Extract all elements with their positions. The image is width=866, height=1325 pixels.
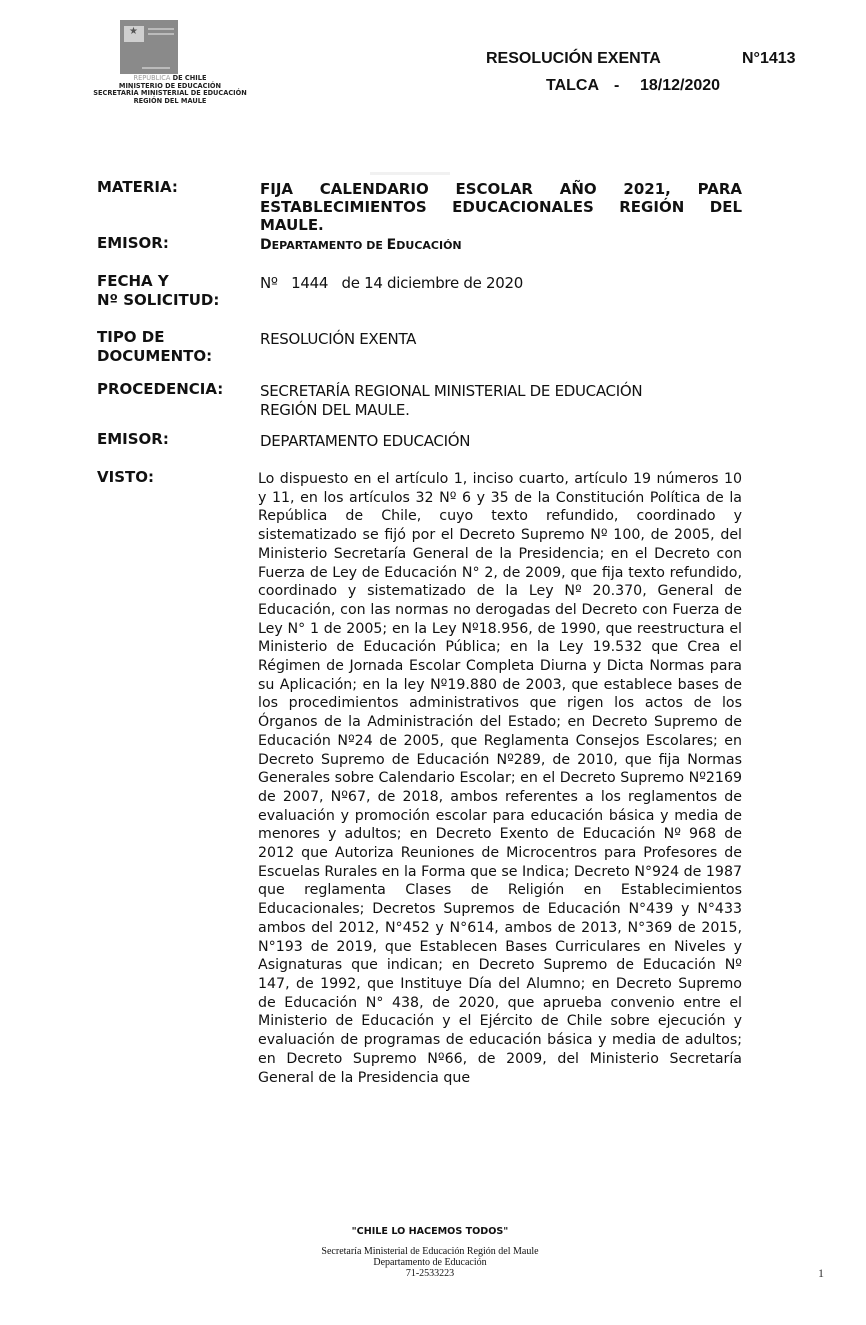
resolution-date: 18/12/2020 <box>640 77 721 94</box>
resolution-number: N°1413 <box>742 50 796 67</box>
tipo-value: RESOLUCIÓN EXENTA <box>260 330 417 348</box>
materia-value: FIJA CALENDARIO ESCOLAR AÑO 2021, PARA ESTABLECIMIENTOS EDUCACIONALES REGIÓN DEL MAULE. <box>260 180 742 234</box>
footer-phone: 71-2533223 <box>405 1268 455 1279</box>
visto-label: VISTO: <box>97 468 154 486</box>
header-separator: - <box>614 77 620 94</box>
visto-body: Lo dispuesto en el artículo 1, inciso cuarto, artículo 19 números 10 y 11, en los artículos 32 Nº 6 y 35 de la Constitución Política de la República de Chile, cuyo texto refundido, coordinado y sistematizado se fijó por el Decreto Supremo Nº 100, de 2005, del Ministerio Secretaría General de la Presidencia; en el Decreto con Fuerza de Ley de Educación N° 2, de 2009, que fija texto refundido, coordinado y sistematizado de la Ley Nº 20.370, General de Educación, con las normas no derogadas del Decreto con Fuerza de Ley N° 1 de 2005; en la Ley Nº18.956, de 1990, que reestructura el Ministerio de Educación Pública; en la Ley 19.532 que Crea el Régimen de Jornada Escolar Completa Diurna y Dicta Normas para su Aplicación; en la ley Nº19.880 de 2003, que establece bases de los procedimientos administrativos que rigen los actos de los Órganos de la Administración del Estado; en Decreto Supremo de Educación Nº24 de 2005, que Reglamenta Consejos Escolares; en Decreto Supremo de Educación Nº289, de 2010, que fija Normas Generales sobre Calendario Escolar; en el Decreto Supremo Nº2169 de 2007, Nº67, de 2018, ambos referentes a los reglamentos de evaluación y promoción escolar para educación básica y media de menores y adultos; en Decreto Exento de Educación Nº 968 de 2012 que Autoriza Reuniones de Microcentros para Profesores de Escuelas Rurales en la Forma que se Indica; Decreto N°924 de 1987 que reglamenta Clases de Religión en Establecimientos Educacionales; Decretos Supremos de Educación N°439 y N°433 ambos del 2012, N°452 y N°614, ambos de 2013, N°369 de 2015, N°193 de 2019, que Establecen Bases Curriculares en Niveles y Asignaturas que indican; en Decreto Supremo de Educación Nº 147, de 1992, que Instituye Día del Alumno; en Decreto Supremo de Educación N° 438, de 2020, que aprueba convenio entre el Ministerio de Educación y el Ejército de Chile sobre ejecución y evaluación de programas de educación básica y media de adultos; en Decreto Supremo Nº66, de 2009, del Ministerio Secretaría General de la Presidencia que <box>258 471 742 1086</box>
resolution-city: TALCA <box>546 77 600 94</box>
logo-line: REGIÓN DEL MAULE <box>133 96 207 105</box>
emisor-value: DEPARTAMENTO DE EDUCACIÓN <box>260 237 462 253</box>
procedencia-value: SECRETARÍA REGIONAL MINISTERIAL DE EDUCACIÓN REGIÓN DEL MAULE. <box>260 382 643 419</box>
fecha-value: Nº 1444 de 14 diciembre de 2020 <box>260 274 523 292</box>
logo-line: SECRETARÍA MINISTERIAL DE EDUCACIÓN <box>93 89 247 98</box>
procedencia-label: PROCEDENCIA: <box>97 380 224 398</box>
emisor-value-2: DEPARTAMENTO EDUCACIÓN <box>260 432 471 450</box>
emisor-label: EMISOR: <box>97 234 169 252</box>
resolution-title: RESOLUCIÓN EXENTA <box>486 50 661 67</box>
logo-line: REPÚBLICA DE CHILE <box>133 74 207 82</box>
footer-motto: "CHILE LO HACEMOS TODOS" <box>351 1226 509 1237</box>
scan-artifact <box>370 172 450 175</box>
page-number: 1 <box>818 1266 824 1280</box>
emisor-label-2: EMISOR: <box>97 430 169 448</box>
materia-label: MATERIA: <box>97 178 178 196</box>
page-footer <box>280 1226 580 1279</box>
fecha-label: FECHA Y Nº SOLICITUD: <box>97 272 220 309</box>
logo-line: MINISTERIO DE EDUCACIÓN <box>118 81 222 90</box>
footer-line: Departamento de Educación <box>373 1257 487 1268</box>
chile-government-emblem-icon: ★ <box>120 20 178 74</box>
tipo-label: TIPO DE DOCUMENTO: <box>97 328 213 365</box>
logo-text <box>80 75 260 105</box>
footer-line: Secretaría Ministerial de Educación Región del Maule <box>321 1246 539 1257</box>
